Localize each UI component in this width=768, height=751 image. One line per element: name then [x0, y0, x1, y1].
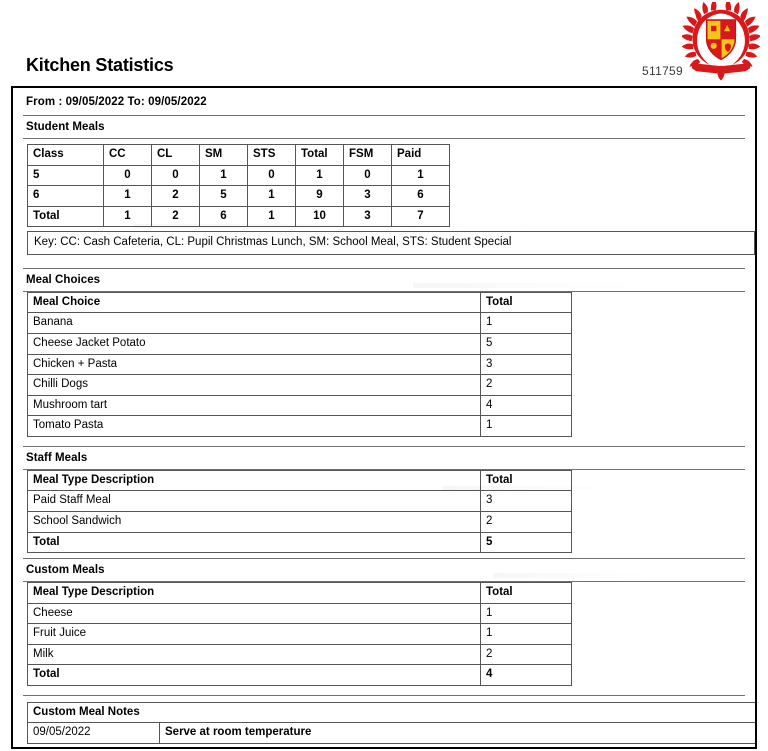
col-sts: STS [248, 145, 296, 166]
table-row [28, 723, 756, 744]
cell-meal-choice: Cheese Jacket Potato [28, 334, 481, 355]
cell-total: 3 [481, 354, 572, 375]
cell-fsm: 3 [344, 186, 392, 207]
table-row [28, 395, 572, 416]
cell-total: 2 [481, 375, 572, 396]
cell-cc: 0 [104, 165, 152, 186]
cell-cl: 0 [152, 165, 200, 186]
section-title-custom-meals: Custom Meals [23, 558, 745, 582]
date-range: From : 09/05/2022 To: 09/05/2022 [26, 96, 207, 108]
staff-meals-table [27, 470, 572, 553]
custom-meal-notes-table [27, 702, 756, 744]
table-row [28, 334, 572, 355]
cell-total: 4 [481, 395, 572, 416]
col-paid: Paid [392, 145, 450, 166]
cell-meal-type: Total [28, 532, 481, 553]
cell-meal-choice: Banana [28, 313, 481, 334]
report-code: 511759 [642, 64, 683, 78]
cell-total: 9 [296, 186, 344, 207]
table-row [28, 644, 572, 665]
section-title-custom-meal-notes: Custom Meal Notes [28, 702, 756, 723]
table-total-row [28, 532, 572, 553]
cell-cc: 1 [104, 186, 152, 207]
cell-fsm: 0 [344, 165, 392, 186]
col-total: Total [481, 470, 572, 491]
table-total-row [28, 206, 450, 227]
cell-class: 5 [28, 165, 104, 186]
cell-note-date: 09/05/2022 [28, 723, 160, 744]
table-row [28, 491, 572, 512]
col-total: Total [481, 583, 572, 604]
section-custom-meals [23, 558, 745, 686]
col-meal-choice: Meal Choice [28, 292, 481, 313]
table-header-row [28, 583, 572, 604]
cell-paid: 1 [392, 165, 450, 186]
col-meal-type-description: Meal Type Description [28, 583, 481, 604]
cell-total: 2 [481, 511, 572, 532]
cell-total: 1 [481, 313, 572, 334]
cell-meal-choice: Mushroom tart [28, 395, 481, 416]
section-student-meals [23, 115, 745, 255]
report-body [11, 86, 757, 749]
school-crest-logo [682, 2, 760, 82]
cell-cl: 2 [152, 186, 200, 207]
cell-total: 1 [481, 624, 572, 645]
page-header [0, 0, 768, 86]
cell-sm: 1 [200, 165, 248, 186]
section-custom-meal-notes [23, 695, 745, 744]
table-row [28, 511, 572, 532]
cell-paid: 6 [392, 186, 450, 207]
cell-meal-type: Milk [28, 644, 481, 665]
section-title-meal-choices: Meal Choices [23, 268, 745, 292]
cell-total: 3 [481, 491, 572, 512]
student-meals-key-table [27, 231, 755, 255]
cell-note-text: Serve at room temperature [160, 723, 756, 744]
cell-total: 2 [481, 644, 572, 665]
cell-meal-type: Total [28, 665, 481, 686]
table-total-row [28, 665, 572, 686]
cell-total: 1 [481, 603, 572, 624]
col-fsm: FSM [344, 145, 392, 166]
cell-meal-type: Fruit Juice [28, 624, 481, 645]
cell-total: 5 [481, 532, 572, 553]
cell-cc: 1 [104, 206, 152, 227]
cell-total: 10 [296, 206, 344, 227]
table-header-row [28, 145, 450, 166]
cell-total: 1 [481, 416, 572, 437]
cell-meal-choice: Tomato Pasta [28, 416, 481, 437]
table-row [28, 354, 572, 375]
cell-cl: 2 [152, 206, 200, 227]
cell-meal-type: Cheese [28, 603, 481, 624]
cell-sts: 1 [248, 206, 296, 227]
table-header-row [28, 470, 572, 491]
col-total: Total [296, 145, 344, 166]
custom-meals-table [27, 582, 572, 686]
cell-fsm: 3 [344, 206, 392, 227]
section-title-student-meals: Student Meals [23, 115, 745, 139]
page-title: Kitchen Statistics [26, 55, 174, 75]
cell-total: 5 [481, 334, 572, 355]
cell-meal-type: School Sandwich [28, 511, 481, 532]
cell-meal-choice: Chilli Dogs [28, 375, 481, 396]
table-row [28, 624, 572, 645]
col-sm: SM [200, 145, 248, 166]
table-row [28, 313, 572, 334]
cell-sts: 1 [248, 186, 296, 207]
student-meals-table [27, 144, 450, 227]
cell-paid: 7 [392, 206, 450, 227]
cell-sts: 0 [248, 165, 296, 186]
table-row [28, 186, 450, 207]
cell-meal-choice: Chicken + Pasta [28, 354, 481, 375]
table-row [28, 375, 572, 396]
section-title-staff-meals: Staff Meals [23, 446, 745, 470]
meal-choices-table [27, 292, 572, 437]
col-cc: CC [104, 145, 152, 166]
cell-total: 4 [481, 665, 572, 686]
table-row [28, 232, 755, 255]
col-class: Class [28, 145, 104, 166]
table-row [28, 416, 572, 437]
section-meal-choices [23, 268, 745, 437]
cell-total: 1 [296, 165, 344, 186]
cell-meal-type: Paid Staff Meal [28, 491, 481, 512]
key-legend: Key: CC: Cash Cafeteria, CL: Pupil Christmas Lunch, SM: School Meal, STS: Student Special [28, 232, 755, 255]
table-header-row [28, 292, 572, 313]
table-row [28, 165, 450, 186]
cell-sm: 5 [200, 186, 248, 207]
cell-class: Total [28, 206, 104, 227]
col-cl: CL [152, 145, 200, 166]
table-row [28, 603, 572, 624]
cell-class: 6 [28, 186, 104, 207]
col-total: Total [481, 292, 572, 313]
cell-sm: 6 [200, 206, 248, 227]
col-meal-type-description: Meal Type Description [28, 470, 481, 491]
section-staff-meals [23, 446, 745, 553]
table-header-row [28, 702, 756, 723]
